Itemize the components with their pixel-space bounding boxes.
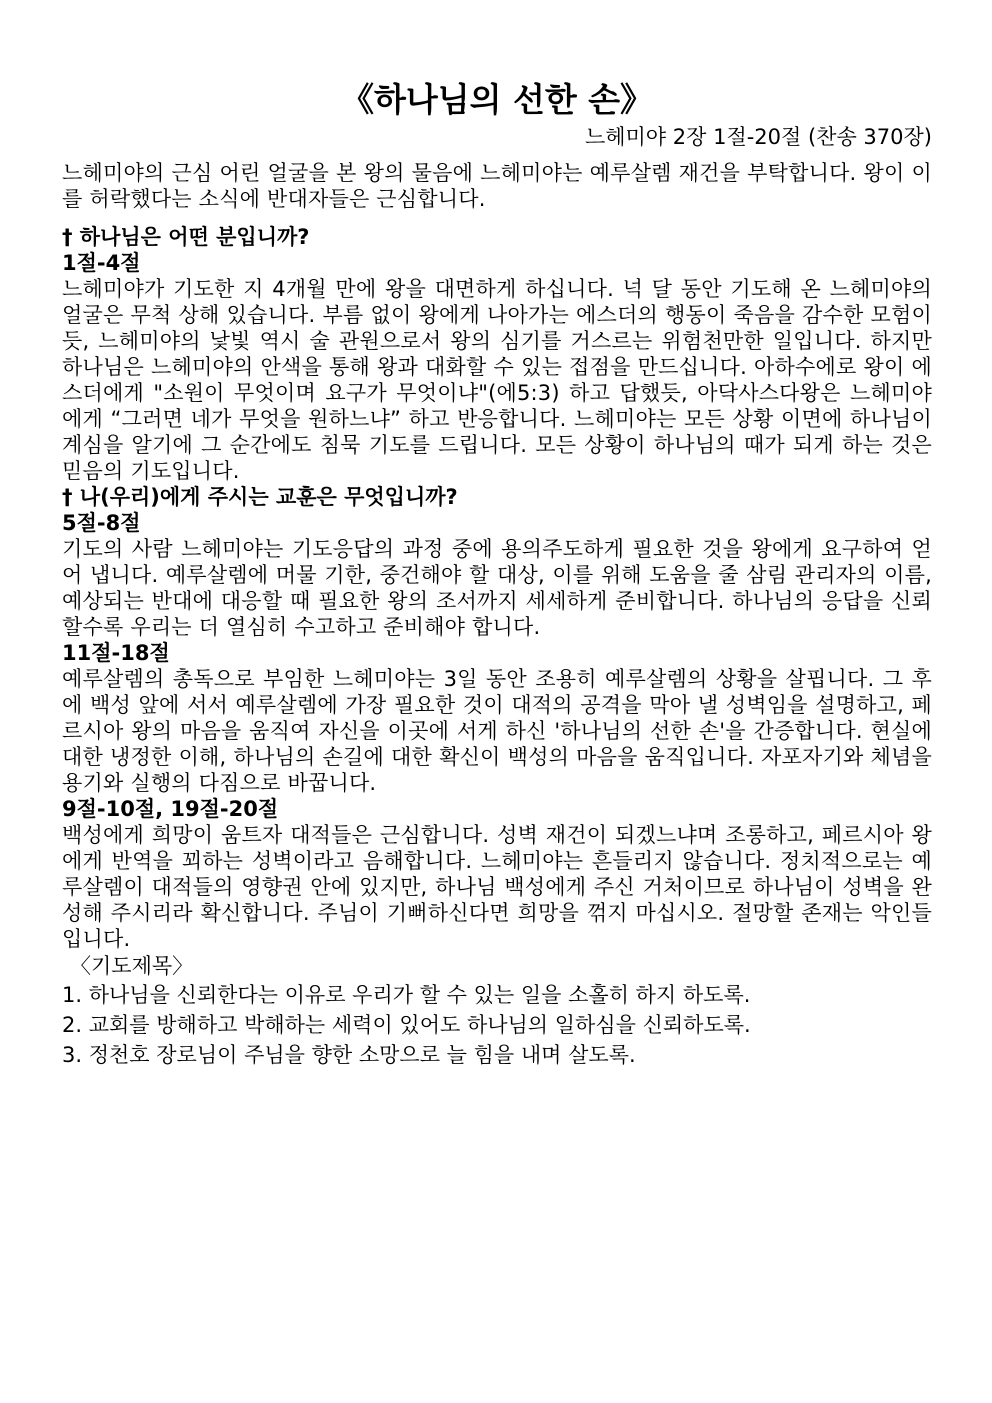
verse-range: 11절-18절 [62,641,170,665]
prayer-item: 3. 정천호 장로님이 주님을 향한 소망으로 늘 힘을 내며 살도록. [62,1043,636,1067]
prayer-section [62,952,932,1070]
prayer-item: 1. 하나님을 신뢰한다는 이유로 우리가 할 수 있는 일을 소홀히 하지 하도록. [62,983,751,1007]
verse-range: 9절-10절, 19절-20절 [62,797,279,821]
section-heading: † 하나님은 어떤 분입니까? [62,225,310,249]
prayer-item: 2. 교회를 방해하고 박해하는 세력이 있어도 하나님의 일하심을 신뢰하도록. [62,1013,751,1037]
section-paragraph: 백성에게 희망이 움트자 대적들은 근심합니다. 성벽 재건이 되겠느냐며 조롱하고, 페르시아 왕에게 반역을 꾀하는 성벽이라고 음해합니다. 느헤미야는 흔들리지 않습니다. 정치적으로는 예루살렘이 대적들의 영향권 안에 있지만, 하나님 백성에게 주신 거처이므로 하나님이 성벽을 완성해 주시리라 확신합니다. 주님이 기뻐하신다면 희망을 꺾지 마십시오. 절망할 존재는 악인들입니다. [62,823,932,951]
section-paragraph: 느헤미야가 기도한 지 4개월 만에 왕을 대면하게 하십니다. 넉 달 동안 기도해 온 느헤미야의 얼굴은 무척 상해 있습니다. 부름 없이 왕에게 나아가는 에스더의 행동이 죽음을 감수한 모험이듯, 느헤미야의 낯빛 역시 술 관원으로서 왕의 심기를 거스르는 위험천만한 일입니다. 하지만 하나님은 느헤미야의 안색을 통해 왕과 대화할 수 있는 접점을 만드십니다. 아하수에로 왕이 에스더에게 "소원이 무엇이며 요구가 무엇이냐"(에5:3) 하고 답했듯, 아닥사스다왕은 느헤미야에게 “그러면 네가 무엇을 원하느냐” 하고 반응합니다. 느헤미야는 모든 상황 이면에 하나님이 계심을 알기에 그 순간에도 침묵 기도를 드립니다. 모든 상황이 하나님의 때가 되게 하는 것은 믿음의 기도입니다. [62,277,932,483]
page-title: 《하나님의 선한 손》 [340,80,654,119]
section-who-is-god [62,224,932,484]
section-paragraph: 예루살렘의 총독으로 부임한 느헤미야는 3일 동안 조용히 예루살렘의 상황을 살핍니다. 그 후에 백성 앞에 서서 예루살렘에 가장 필요한 것이 대적의 공격을 막아 낼 성벽임을 설명하고, 페르시아 왕의 마음을 움직여 자신을 이곳에 서게 하신 '하나님의 선한 손'을 간증합니다. 현실에 대한 냉정한 이해, 하나님의 손길에 대한 확신이 백성의 마음을 움직입니다. 자포자기와 체념을 용기와 실행의 다짐으로 바꿉니다. [62,667,932,795]
prayer-list [62,980,932,1070]
prayer-title: 〈기도제목〉 [70,954,194,978]
scripture-reference: 느헤미야 2장 1절-20절 (찬송 370장) [584,125,932,149]
intro-paragraph: 느헤미야의 근심 어린 얼굴을 본 왕의 물음에 느헤미야는 예루살렘 재건을 부탁합니다. 왕이 이를 허락했다는 소식에 반대자들은 근심합니다. [62,161,932,211]
section-paragraph: 기도의 사람 느헤미야는 기도응답의 과정 중에 용의주도하게 필요한 것을 왕에게 요구하여 얻어 냅니다. 예루살렘에 머물 기한, 중건해야 할 대상, 이를 위해 도움을 줄 삼림 관리자의 이름, 예상되는 반대에 대응할 때 필요한 왕의 조서까지 세세하게 준비합니다. 하나님의 응답을 신뢰할수록 우리는 더 열심히 수고하고 준비해야 합니다. [62,537,932,639]
devotional-page [62,78,932,1070]
section-lesson [62,484,932,952]
section-heading: † 나(우리)에게 주시는 교훈은 무엇입니까? [62,485,458,509]
verse-range: 1절-4절 [62,251,141,275]
verse-range: 5절-8절 [62,511,141,535]
